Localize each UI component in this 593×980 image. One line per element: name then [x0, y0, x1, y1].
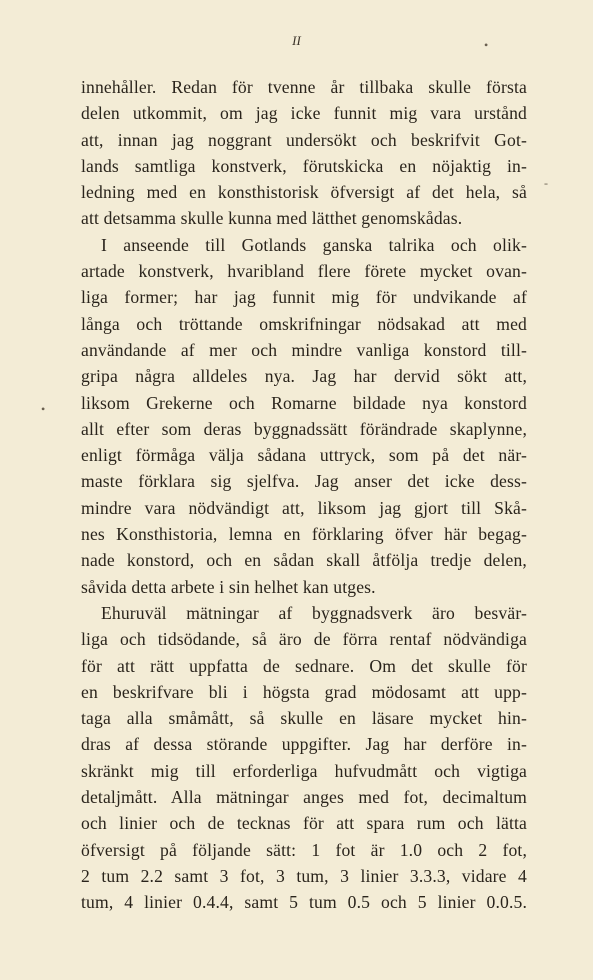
text-line: liga former; har jag funnit mig för undvikande af — [81, 287, 527, 308]
text-line: för att rätt uppfatta de sednare. Om det skulle för — [81, 655, 527, 676]
text-line: en beskrifvare bli i högsta grad mödosamt att upp- — [81, 681, 527, 702]
text-line: dras af dessa störande uppgifter. Jag har derföre in- — [81, 734, 527, 755]
text-line: enligt förmåga välja sådana uttryck, som på det när- — [81, 445, 527, 466]
text-line: allt efter som deras byggnadssätt förändrade skaplynne, — [81, 418, 527, 439]
text-line: lands samtliga konstverk, förutskicka en nöjaktig in- — [81, 155, 527, 176]
text-line: taga alla småmått, så skulle en läsare mycket hin- — [81, 708, 527, 729]
text-line: öfversigt på följande sätt: 1 fot är 1.0 och 2 fot, — [81, 839, 527, 860]
print-speck: • — [484, 38, 489, 52]
text-line: skränkt mig till erforderliga hufvudmått och vigtiga — [81, 760, 527, 781]
body-text — [81, 74, 527, 916]
text-line: Ehuruväl mätningar af byggnadsverk äro besvär- — [101, 602, 527, 623]
text-line: maste förklara sig sjelfva. Jag anser det icke dess- — [81, 471, 527, 492]
text-line: att detsamma skulle kunna med lätthet genomskådas. — [81, 208, 463, 229]
page-number: II — [292, 33, 301, 48]
text-line: detaljmått. Alla mätningar anges med fot, decimaltum — [81, 787, 527, 808]
text-line: att, innan jag noggrant undersökt och beskrifvit Got- — [81, 129, 527, 150]
text-line: användande af mer och mindre vanliga konstord till- — [81, 339, 527, 360]
text-line: innehåller. Redan för tvenne år tillbaka skulle första — [81, 77, 527, 97]
text-line: ledning med en konsthistorisk öfversigt af det hela, så — [81, 182, 527, 203]
text-line: I anseende till Gotlands ganska talrika och olik- — [101, 234, 527, 255]
text-line: långa och tröttande omskrifningar nödsakad att med — [81, 313, 527, 334]
print-speck: • — [41, 402, 46, 416]
text-line: gripa några alldeles nya. Jag har dervid sökt att, — [81, 366, 527, 387]
text-line: mindre vara nödvändigt att, liksom jag gjort till Skå- — [81, 497, 527, 518]
text-line: nade konstord, och en sådan skall åtfölja tredje delen, — [81, 550, 527, 571]
text-line: och linier och de tecknas för att spara rum och lätta — [81, 813, 527, 834]
text-line: liksom Grekerne och Romarne bildade nya konstord — [81, 392, 527, 413]
text-line: tum, 4 linier 0.4.4, samt 5 tum 0.5 och 5 linier 0.0.5. — [81, 892, 527, 913]
text-line: liga och tidsödande, så äro de förra rentaf nödvändiga — [81, 629, 527, 650]
text-line: artade konstverk, hvaribland flere förete mycket ovan- — [81, 261, 527, 282]
text-line: såvida detta arbete i sin helhet kan utges. — [81, 576, 376, 597]
text-line: delen utkommit, om jag icke funnit mig vara urstånd — [81, 103, 527, 124]
text-line: nes Konsthistoria, lemna en förklaring öfver här begag- — [81, 524, 527, 545]
text-line: 2 tum 2.2 samt 3 fot, 3 tum, 3 linier 3.3.3, vidare 4 — [81, 865, 527, 886]
print-speck: - — [544, 176, 548, 190]
